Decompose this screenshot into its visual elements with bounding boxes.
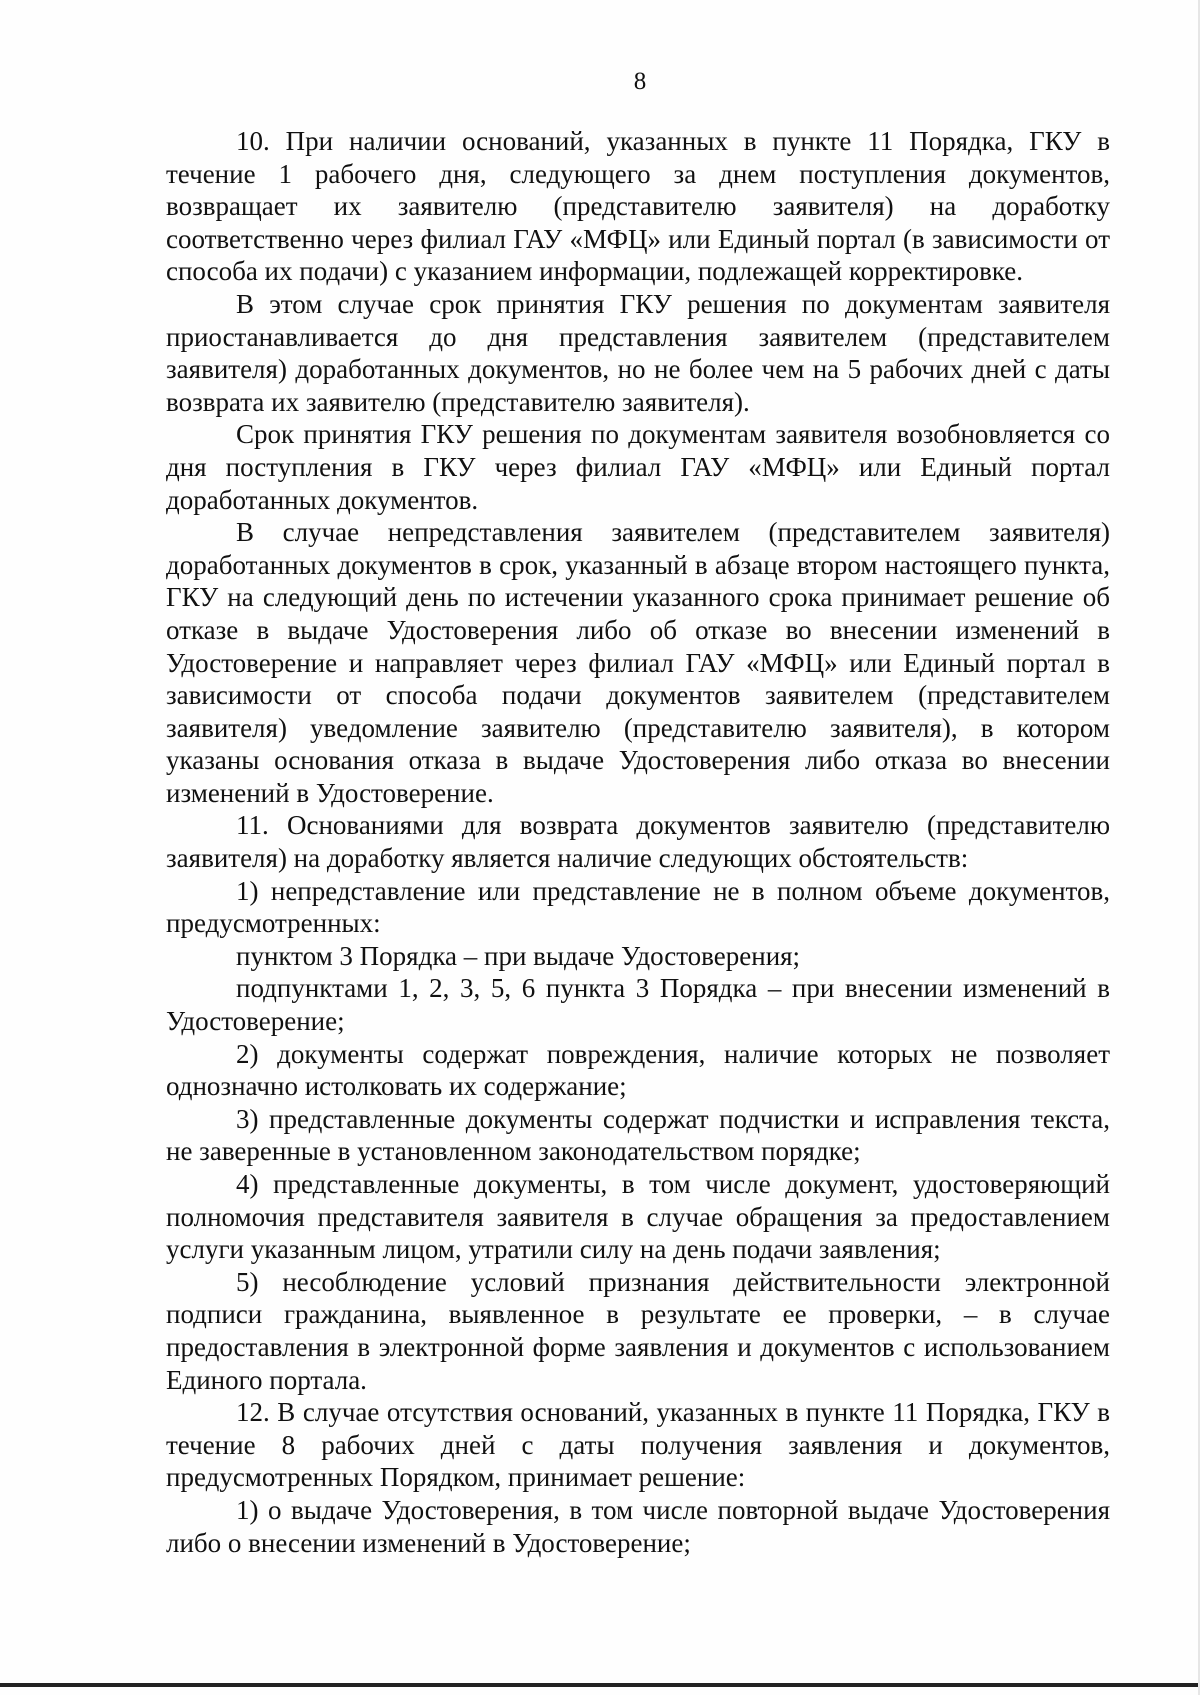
paragraph-11-item-1: 1) непредставление или представление не в полном объеме документов, предусмотренных: <box>166 875 1110 939</box>
document-body <box>166 125 1110 1559</box>
paragraph-11-item-3: 3) представленные документы содержат подчистки и исправления текста, не заверенные в установленном законодательством порядке; <box>166 1103 1110 1167</box>
paragraph-11: 11. Основаниями для возврата документов заявителю (представителю заявителя) на доработку является наличие следующих обстоятельств: <box>166 810 1110 874</box>
scan-bottom-edge <box>0 1683 1200 1687</box>
paragraph-11-item-5: 5) несоблюдение условий признания действительности электронной подписи гражданина, выявленное в результате ее проверки, – в случае предоставления в электронной форме заявления и документов с использованием Единого портала. <box>166 1266 1110 1395</box>
paragraph-10-refusal: В случае непредставления заявителем (представителем заявителя) доработанных документов в срок, указанный в абзаце втором настоящего пункта, ГКУ на следующий день по истечении указанного срока принимает решение об отказе в выдаче Удостоверения либо об отказе во внесении изменений в Удостоверение и направляет через филиал ГАУ «МФЦ» или Единый портал в зависимости от способа подачи документов заявителем (представителем заявителя) уведомление заявителю (представителю заявителя), в котором указаны основания отказа в выдаче Удостоверения либо отказа во внесении изменений в Удостоверение. <box>166 517 1110 808</box>
page-number: 8 <box>633 68 647 95</box>
paragraph-11-item-2: 2) документы содержат повреждения, наличие которых не позволяет однозначно истолковать их содержание; <box>166 1038 1110 1102</box>
paragraph-10-suspension: В этом случае срок принятия ГКУ решения по документам заявителя приостанавливается до дня представления заявителем (представителем заявителя) доработанных документов, но не более чем на 5 рабочих дней с даты возврата их заявителю (представителю заявителя). <box>166 288 1110 417</box>
paragraph-11-item-1-b: подпунктами 1, 2, 3, 5, 6 пункта 3 Порядка – при внесении изменений в Удостоверение; <box>166 973 1110 1037</box>
paragraph-10: 10. При наличии оснований, указанных в пункте 11 Порядка, ГКУ в течение 1 рабочего дня, следующего за днем поступления документов, возвращает их заявителю (представителю заявителя) на доработку соответственно через филиал ГАУ «МФЦ» или Единый портал (в зависимости от способа их подачи) с указанием информации, подлежащей корректировке. <box>166 126 1110 287</box>
paragraph-12: 12. В случае отсутствия оснований, указанных в пункте 11 Порядка, ГКУ в течение 8 рабочих дней с даты получения заявления и документов, предусмотренных Порядком, принимает решение: <box>166 1397 1110 1493</box>
paragraph-12-item-1: 1) о выдаче Удостоверения, в том числе повторной выдаче Удостоверения либо о внесении изменений в Удостоверение; <box>166 1494 1110 1558</box>
paragraph-11-item-1-a: пунктом 3 Порядка – при выдаче Удостоверения; <box>236 940 801 971</box>
paragraph-10-resumption: Срок принятия ГКУ решения по документам заявителя возобновляется со дня поступления в ГКУ через филиал ГАУ «МФЦ» или Единый портал доработанных документов. <box>166 419 1110 515</box>
paragraph-11-item-4: 4) представленные документы, в том числе документ, удостоверяющий полномочия представителя заявителя в случае обращения за предоставлением услуги указанным лицом, утратили силу на день подачи заявления; <box>166 1169 1110 1265</box>
